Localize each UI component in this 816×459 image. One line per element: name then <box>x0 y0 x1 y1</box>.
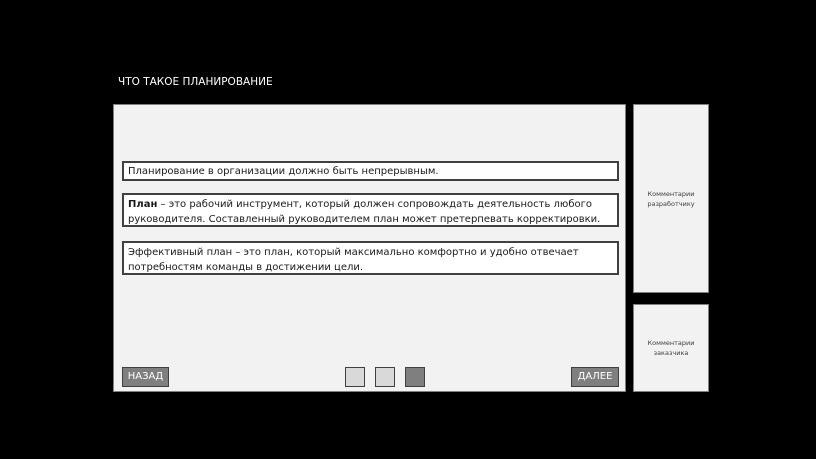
text-block-2 <box>122 193 619 227</box>
back-button[interactable]: НАЗАД <box>122 367 169 387</box>
page-3-button-active[interactable] <box>405 367 425 387</box>
next-button[interactable]: ДАЛЕЕ <box>571 367 619 387</box>
text-block-2-text: – это рабочий инструмент, который должен сопровождать деятельность любого руководителя. Составленный руководителем план может претерпевать корректировки. <box>128 199 601 225</box>
page-1-button[interactable] <box>345 367 365 387</box>
developer-comments-panel[interactable] <box>633 104 709 293</box>
text-block-1 <box>122 161 619 181</box>
client-comments-label: Комментарии заказчика <box>647 339 695 357</box>
text-block-2-bold: План <box>128 199 158 210</box>
page-2-button[interactable] <box>375 367 395 387</box>
text-block-3-text: Эффективный план – это план, который максимально комфортно и удобно отвечает потребностям команды в достижении цели. <box>128 247 579 273</box>
page-title: ЧТО ТАКОЕ ПЛАНИРОВАНИЕ <box>118 76 273 88</box>
client-comments-panel[interactable] <box>633 304 709 392</box>
text-block-3 <box>122 241 619 275</box>
developer-comments-label: Комментарии разработчику <box>647 189 695 208</box>
text-block-1-text: Планирование в организации должно быть непрерывным. <box>128 166 439 177</box>
page-indicator <box>345 367 425 387</box>
content-panel <box>113 104 626 392</box>
